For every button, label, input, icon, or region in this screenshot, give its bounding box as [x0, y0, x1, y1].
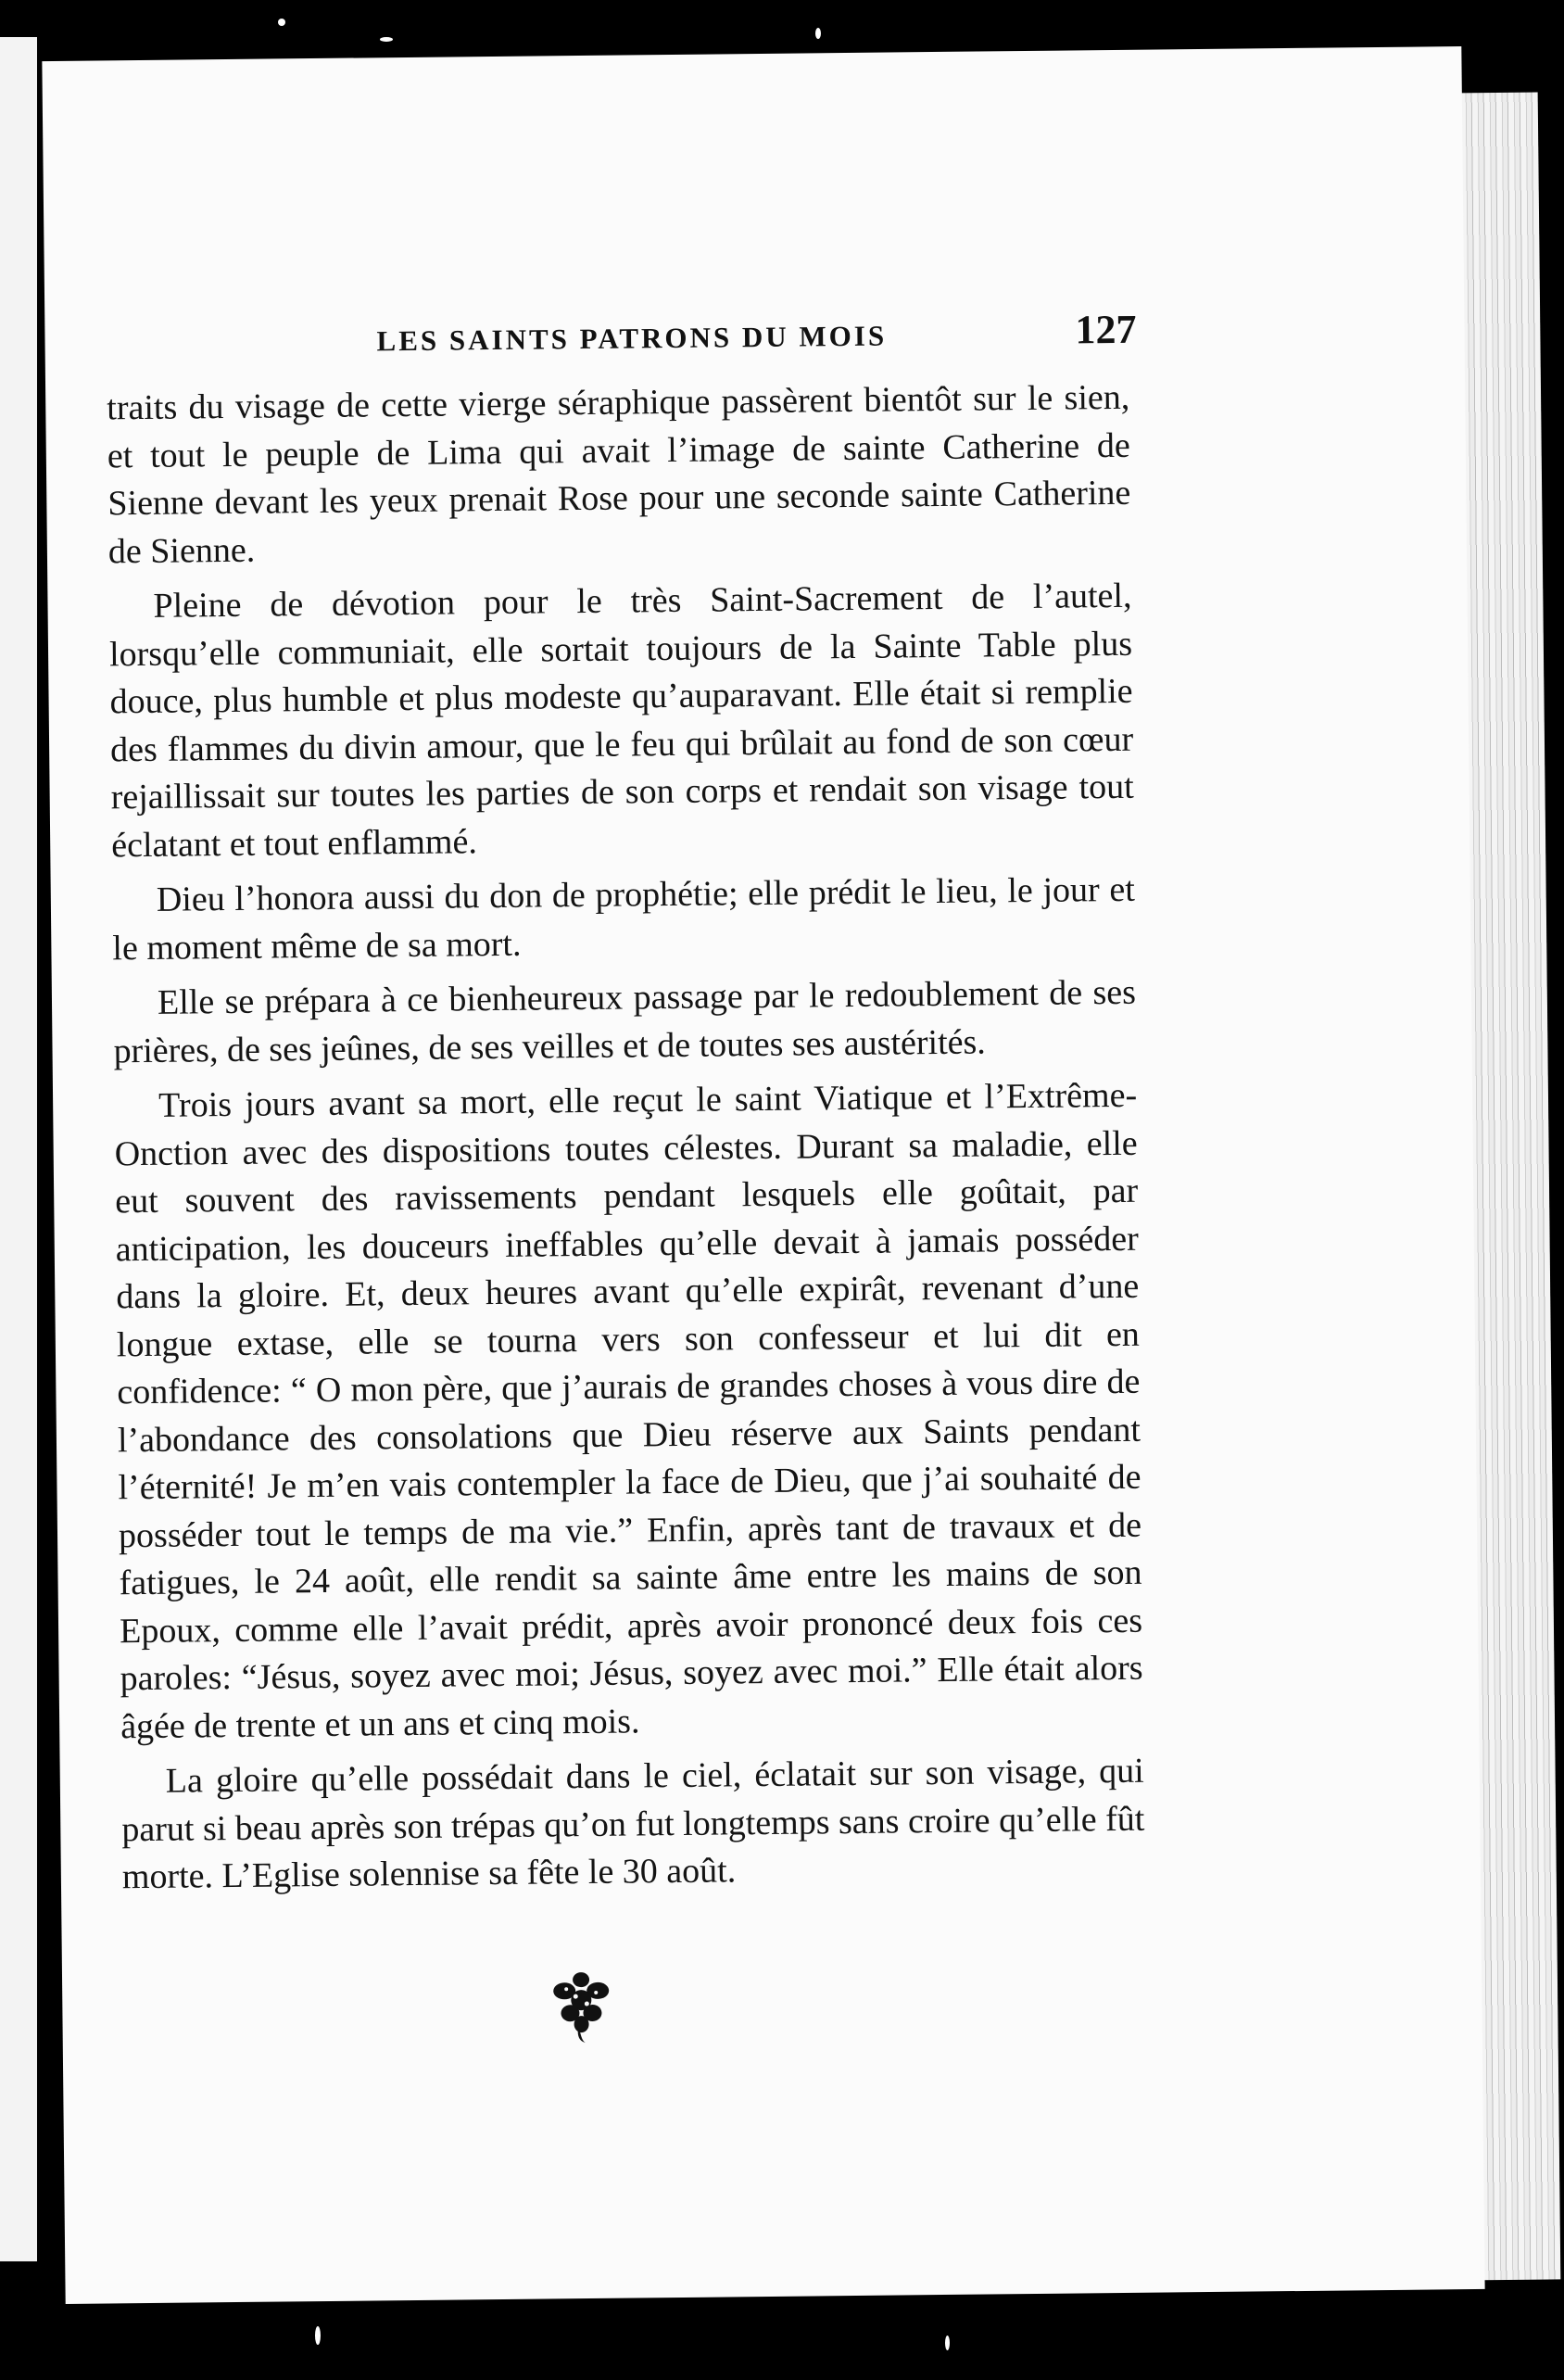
floral-tailpiece-icon	[542, 1967, 621, 2045]
paragraph: La gloire qu’elle possédait dans le ciel, éclatait sur son visage, qui parut si beau après son trépas qu’on fut longtemps sans croire qu’elle fût morte. L’Eglise solennise sa fête le 30 août.	[121, 1751, 1145, 1897]
paragraph: Pleine de dévotion pour le très Saint-Sacrement de l’autel, lorsqu’elle communiait, elle sortait toujours de la Sainte Table plus douce, plus humble et plus modeste qu’auparavant. Elle était si remplie des flammes du divin amour, que le feu qui brûlait au fond de son cœur rejaillissait sur toutes les parties de son corps et rendait son visage tout éclatant et tout enflammé.	[108, 576, 1134, 865]
paragraph-continuation: traits du visage de cette vierge séraphique passèrent bientôt sur le sien, et tout le peuple de Lima qui avait l’image de sainte Catherine de Sienne devant les yeux prenait Rose pour une seconde sainte Catherine de Sienne.	[107, 377, 1131, 571]
paragraph: Dieu l’honora aussi du don de prophétie; elle prédit le lieu, le jour et le moment même de sa mort.	[112, 869, 1136, 968]
scan-speck	[380, 37, 393, 42]
scan-speck	[278, 19, 285, 26]
paragraph: Elle se prépara à ce bienheureux passage par le redoublement de ses prières, de ses jeûnes, de ses veilles et de toutes ses austérités.	[113, 972, 1137, 1070]
scan-speck	[315, 2326, 321, 2345]
page-number: 127	[1075, 306, 1137, 353]
scan-speck	[945, 2336, 950, 2350]
facing-page-edge	[0, 37, 37, 2261]
paragraph: Trois jours avant sa mort, elle reçut le saint Viatique et l’Extrême-Onction avec des dispositions toutes célestes. Durant sa maladie, elle eut souvent des ravissements pendant lesquels elle goûtait, par anticipation, les douceurs ineffables qu’elle devait à jamais posséder dans la gloire. Et, deux heures avant qu’elle expirât, revenant d’une longue extase, elle se tourna vers son confesseur et lui dit en confidence: “ O mon père, que j’aurais de grandes choses à vous dire de l’abondance des consolations que Dieu réserve aux Saints pendant l’éternité! Je m’en vais contempler la face de Dieu, que j’ai souhaité de posséder tout le temps de ma vie.” Enfin, après tant de travaux et de fatigues, le 24 août, elle rendit sa sainte âme entre les mains de son Epoux, comme elle l’avait prédit, après avoir prononcé deux fois ces paroles: “Jésus, soyez avec moi; Jésus, soyez avec moi.” Elle était alors âgée de trente et un ans et cinq mois.	[114, 1075, 1143, 1746]
book-page	[42, 46, 1484, 2304]
body-text	[107, 374, 1145, 1909]
running-head	[44, 261, 1464, 358]
running-title: LES SAINTS PATRONS DU MOIS	[376, 319, 888, 358]
scan-speck	[815, 28, 821, 39]
